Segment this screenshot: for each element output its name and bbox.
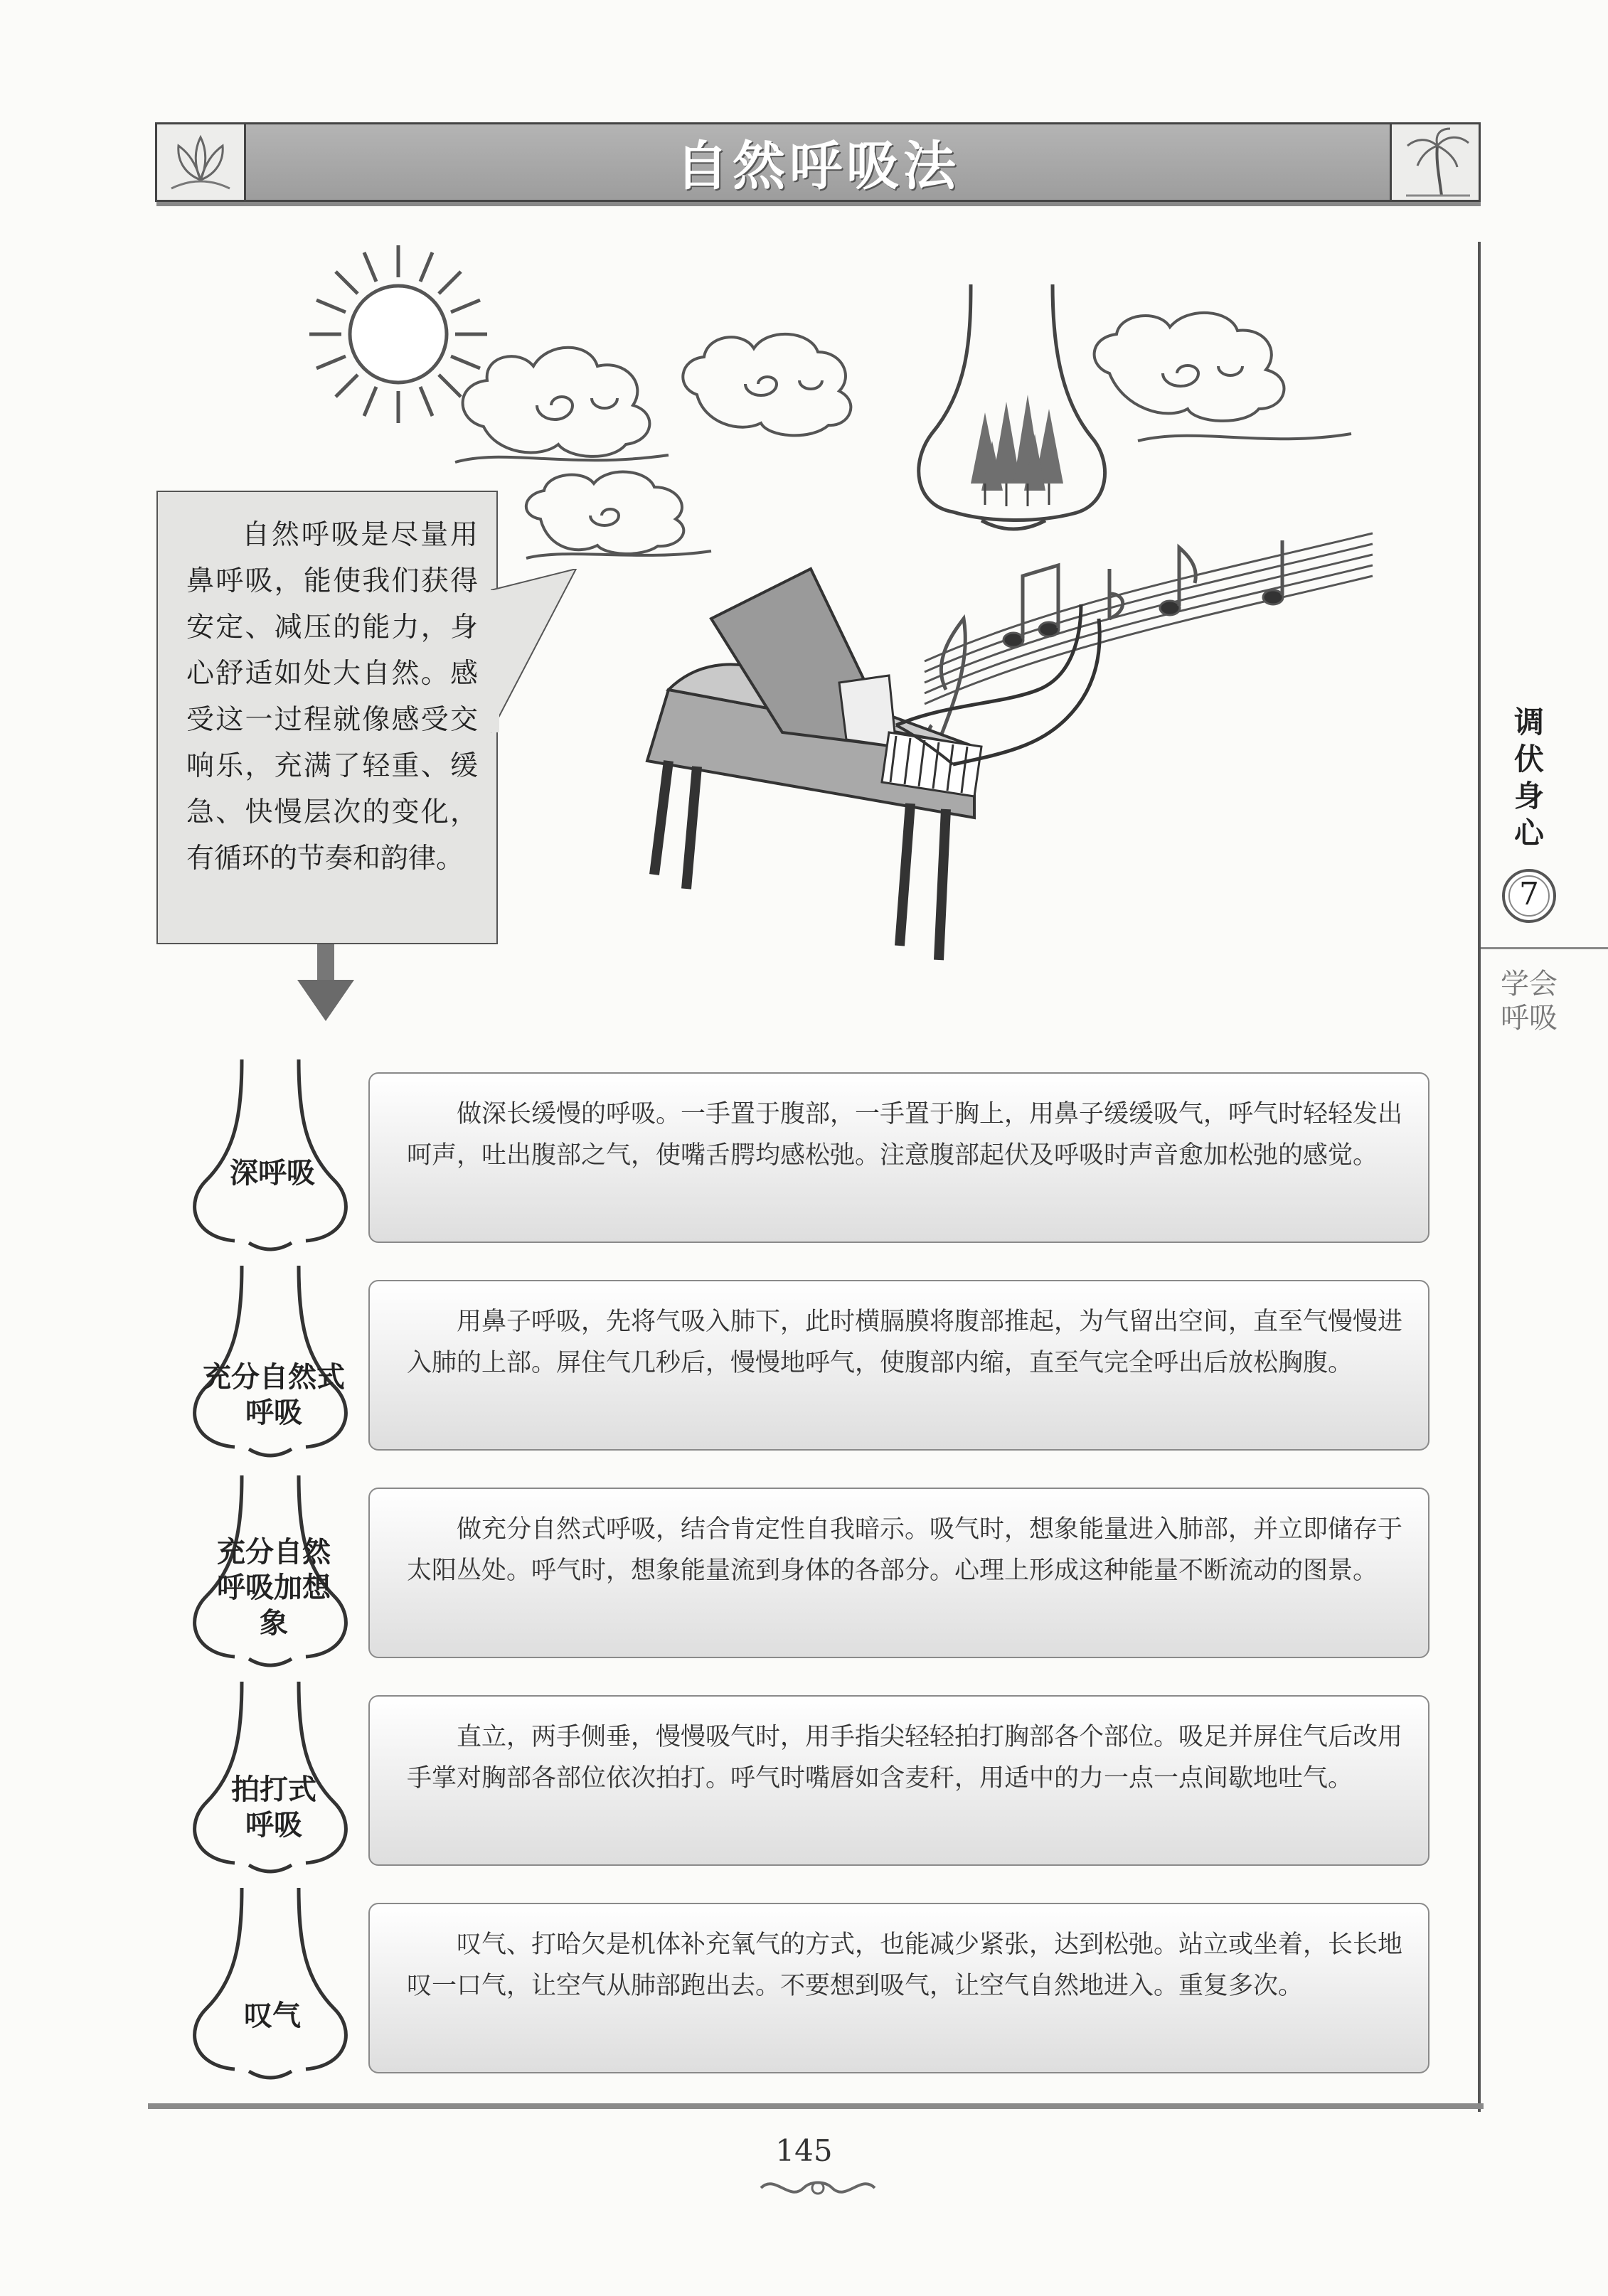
nose-outline-icon [178,1052,377,1251]
chapter-number: 7 [1519,876,1539,912]
method-text [407,1924,1402,2007]
page-title: 自然呼吸法 [676,136,960,197]
intro-text: 自然呼吸是尽量用鼻呼吸，能使我们获得安定、减压的能力，身心舒适如处大自然。感受这一过程就像感受交响乐，充满了轻重、缓急、快慢层次的变化，有循环的节奏和韵律。 [186,519,478,875]
method-text-content: 叹气、打哈欠是机体补充氧气的方式，也能减少紧张，达到松弛。站立或坐着，长长地叹一口气，让空气从肺部跑出去。不要想到吸气，让空气自然地进入。重复多次。 [407,1931,1403,2000]
frame-top-rule [156,202,1481,206]
method-text-content: 直立，两手侧垂，慢慢吸气时，用手指尖轻轻拍打胸部各个部位。吸足并屏住气后改用手掌对胸部各部位依次拍打。呼气时嘴唇如含麦秆，用适中的力一点一点间歇地吐气。 [407,1723,1403,1793]
sun-icon [309,245,487,423]
music-notes-icon [925,533,1373,739]
method-text [407,1301,1402,1384]
piano-icon [647,569,1099,960]
frame-right-rule [1478,242,1481,2112]
footer-ornament-icon [754,2170,882,2206]
nose-forest-icon [919,284,1105,529]
cloud-icon [455,348,669,462]
page-number: 145 [775,2133,833,2168]
method-label: 深呼吸 [230,1157,315,1190]
method-label: 充分自然呼吸加想象 [217,1536,331,1640]
nose-outline-icon [178,1881,377,2080]
cloud-icon [526,472,711,558]
arrow-down-icon [297,944,354,1022]
side-section-title: 学会呼吸 [1501,968,1558,1035]
method-label: 拍打式呼吸 [231,1773,316,1842]
palm-tree-icon [1390,124,1479,200]
callout-pointer [491,569,590,754]
cloud-icon [683,334,851,436]
side-divider [1481,947,1608,949]
method-text-content: 做深长缓慢的呼吸。一手置于腹部，一手置于胸上，用鼻子缓缓吸气，呼气时轻轻发出呵声，吐出腹部之气，使嘴舌腭均感松弛。注意腹部起伏及呼吸时声音愈加松弛的感觉。 [407,1100,1403,1170]
method-label: 充分自然式呼吸 [203,1361,345,1429]
method-text-content: 用鼻子呼吸，先将气吸入肺下，此时横膈膜将腹部推起，为气留出空间，直至气慢慢进入肺的上部。屏住气几秒后，慢慢地呼气，使腹部内缩，直至气完全呼出后放松胸腹。 [407,1308,1403,1377]
method-text [407,1716,1402,1799]
method-label: 叹气 [244,1999,301,2032]
method-text-content: 做充分自然式呼吸，结合肯定性自我暗示。吸气时，想象能量进入肺部，并立即储存于太阳丛处。呼气时，想象能量流到身体的各部分。心理上形成这种能量不断流动的图景。 [407,1515,1403,1585]
side-chapter-title: 调伏身心 [1513,705,1544,850]
cloud-icon [1095,313,1351,441]
method-text [407,1094,1402,1176]
title-banner [155,122,1481,202]
method-text [407,1509,1402,1591]
bottom-rule [148,2103,1484,2109]
